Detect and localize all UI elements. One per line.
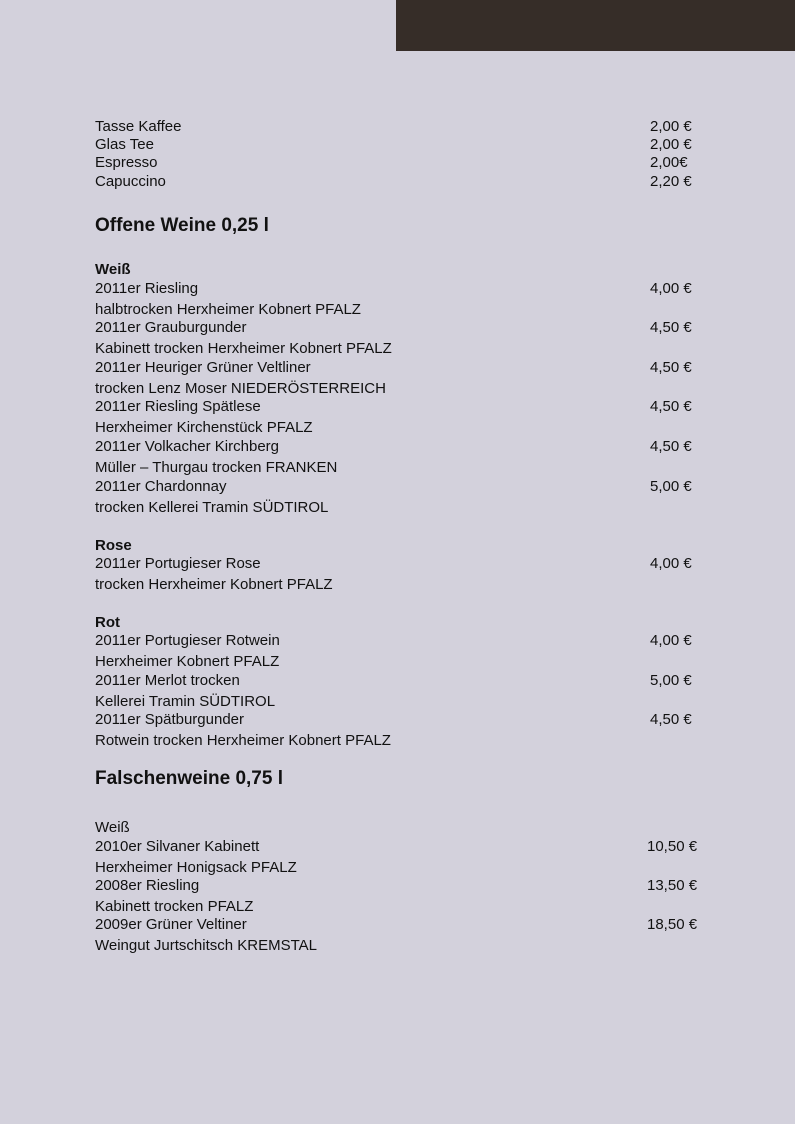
item-description: Weingut Jurtschitsch KREMSTAL [95, 937, 318, 954]
item-description: trocken Kellerei Tramin SÜDTIROL [95, 499, 329, 516]
menu-item [95, 711, 705, 729]
item-price: 4,50 € [650, 711, 692, 728]
header-bar [396, 0, 795, 51]
item-price: 4,50 € [650, 319, 692, 336]
item-name: 2011er Heuriger Grüner Veltliner [95, 359, 311, 376]
item-name: 2011er Riesling [95, 280, 199, 297]
item-name: 2011er Grauburgunder [95, 319, 247, 336]
item-price: 10,50 € [647, 838, 698, 855]
menu-item [95, 438, 705, 456]
item-name: 2008er Riesling [95, 877, 200, 894]
item-price: 2,20 € [650, 173, 692, 190]
item-description: Kabinett trocken PFALZ [95, 898, 254, 915]
section-heading: Falschenweine 0,75 l [95, 768, 283, 789]
subsection-label: Weiß [95, 819, 130, 836]
menu-item [95, 118, 705, 136]
item-price: 4,00 € [650, 555, 692, 572]
menu-item [95, 359, 705, 377]
subsection-label: Rot [95, 614, 120, 631]
item-description: Müller – Thurgau trocken FRANKEN [95, 459, 338, 476]
item-description: Kabinett trocken Herxheimer Kobnert PFALZ [95, 340, 392, 357]
item-price: 18,50 € [647, 916, 698, 933]
item-price: 5,00 € [650, 672, 692, 689]
menu-item [95, 877, 705, 895]
item-name: Capuccino [95, 173, 166, 190]
item-description: Herxheimer Kirchenstück PFALZ [95, 419, 313, 436]
item-description: Rotwein trocken Herxheimer Kobnert PFALZ [95, 732, 391, 749]
item-price: 2,00€ [650, 154, 688, 171]
item-description: halbtrocken Herxheimer Kobnert PFALZ [95, 301, 361, 318]
item-price: 4,50 € [650, 438, 692, 455]
menu-item [95, 478, 705, 496]
item-price: 4,00 € [650, 280, 692, 297]
item-name: 2011er Riesling Spätlese [95, 398, 261, 415]
item-price: 13,50 € [647, 877, 698, 894]
menu-item [95, 136, 705, 154]
section-heading: Offene Weine 0,25 l [95, 215, 269, 236]
menu-item [95, 154, 705, 172]
item-description: trocken Lenz Moser NIEDERÖSTERREICH [95, 380, 386, 397]
item-name: Espresso [95, 154, 158, 171]
subsection-label: Rose [95, 537, 132, 554]
item-name: Tasse Kaffee [95, 118, 182, 135]
item-price: 4,50 € [650, 359, 692, 376]
menu-item [95, 672, 705, 690]
menu-item [95, 916, 705, 934]
item-price: 5,00 € [650, 478, 692, 495]
item-name: 2009er Grüner Veltiner [95, 916, 247, 933]
item-name: 2011er Volkacher Kirchberg [95, 438, 279, 455]
item-price: 2,00 € [650, 136, 692, 153]
item-name: 2011er Spätburgunder [95, 711, 245, 728]
item-name: 2011er Portugieser Rose [95, 555, 261, 572]
item-price: 4,50 € [650, 398, 692, 415]
item-name: Glas Tee [95, 136, 154, 153]
item-description: Herxheimer Kobnert PFALZ [95, 653, 280, 670]
menu-item [95, 398, 705, 416]
menu-item [95, 173, 705, 191]
item-description: trocken Herxheimer Kobnert PFALZ [95, 576, 333, 593]
subsection-label: Weiß [95, 261, 131, 278]
item-name: 2010er Silvaner Kabinett [95, 838, 260, 855]
item-description: Kellerei Tramin SÜDTIROL [95, 693, 276, 710]
menu-item [95, 280, 705, 298]
item-description: Herxheimer Honigsack PFALZ [95, 859, 297, 876]
item-name: 2011er Portugieser Rotwein [95, 632, 280, 649]
item-name: 2011er Merlot trocken [95, 672, 240, 689]
menu-item [95, 319, 705, 337]
item-price: 2,00 € [650, 118, 692, 135]
item-name: 2011er Chardonnay [95, 478, 227, 495]
menu-item [95, 555, 705, 573]
menu-item [95, 632, 705, 650]
item-price: 4,00 € [650, 632, 692, 649]
menu-item [95, 838, 705, 856]
